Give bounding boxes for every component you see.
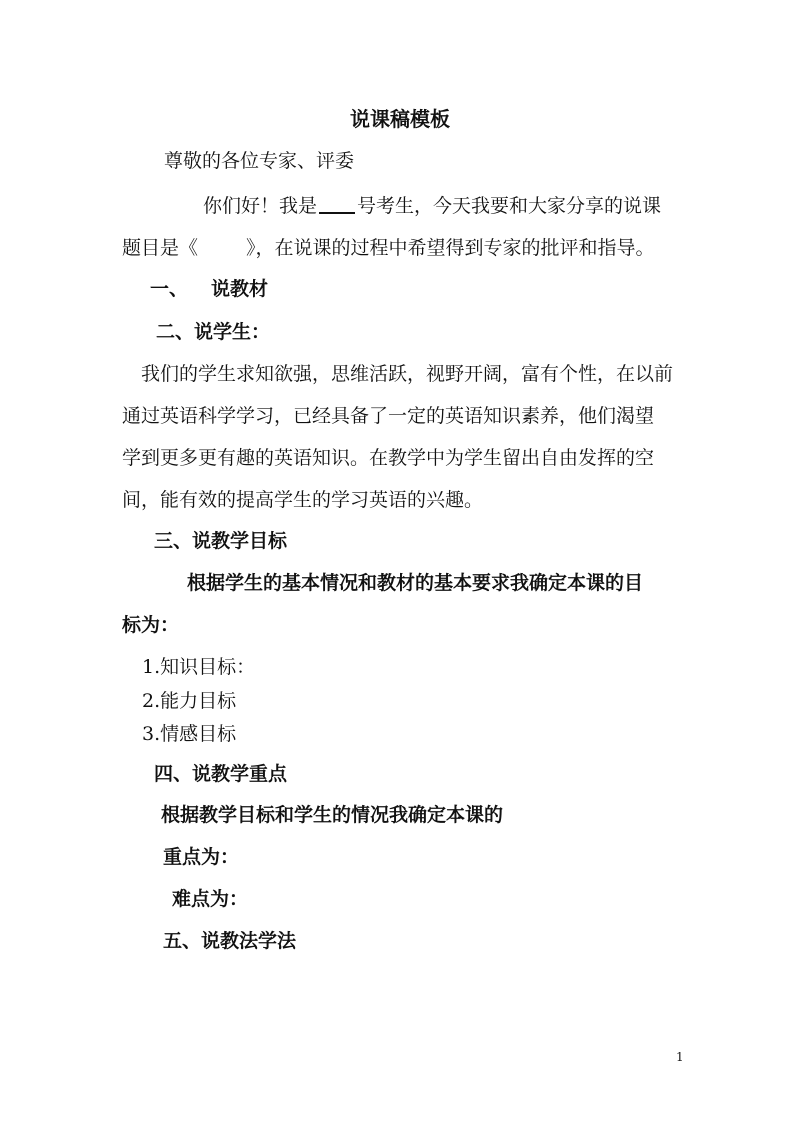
objectives-intro-line-2: 标为： — [122, 614, 180, 636]
section-1-title: 说教材 — [211, 278, 269, 300]
intro-text-2: 号考生，今天我要和大家分享的说课 — [357, 195, 662, 217]
objective-item: 3.情感目标 — [142, 723, 237, 745]
candidate-number-blank — [319, 194, 355, 214]
key-points-intro: 根据教学目标和学生的情况我确定本课的 — [161, 804, 504, 826]
intro-text-3: 题目是《 — [122, 237, 199, 259]
students-paragraph-line: 间，能有效的提高学生的学习英语的兴趣。 — [122, 489, 484, 511]
section-3-title: 三、说教学目标 — [154, 530, 288, 552]
intro-text-1: 你们好！我是 — [203, 195, 318, 217]
key-point-label: 重点为： — [163, 846, 240, 868]
intro-line-2 — [122, 236, 655, 260]
section-4-title: 四、说教学重点 — [154, 763, 288, 785]
document-title: 说课稿模板 — [350, 107, 450, 131]
objective-item: 2.能力目标 — [142, 690, 237, 712]
section-2-title: 二、说学生： — [156, 321, 271, 343]
objectives-intro-line-1: 根据学生的基本情况和教材的基本要求我确定本课的目 — [187, 572, 644, 594]
objective-item: 1.知识目标： — [142, 656, 256, 678]
students-paragraph-line: 学到更多更有趣的英语知识。在教学中为学生留出自由发挥的空 — [122, 447, 655, 469]
section-1-number: 一、 — [150, 278, 189, 300]
students-paragraph-line: 我们的学生求知欲强，思维活跃，视野开阔，富有个性，在以前 — [141, 363, 674, 385]
page-number: 1 — [676, 1050, 684, 1064]
students-paragraph-line: 通过英语科学学习，已经具备了一定的英语知识素养，他们渴望 — [122, 405, 655, 427]
greeting: 尊敬的各位专家、评委 — [164, 150, 355, 172]
intro-text-4: 》，在说课的过程中希望得到专家的批评和指导。 — [246, 237, 655, 259]
section-5-title: 五、说教法学法 — [163, 930, 297, 952]
intro-line-1 — [203, 194, 661, 218]
difficulty-label: 难点为： — [172, 888, 249, 910]
